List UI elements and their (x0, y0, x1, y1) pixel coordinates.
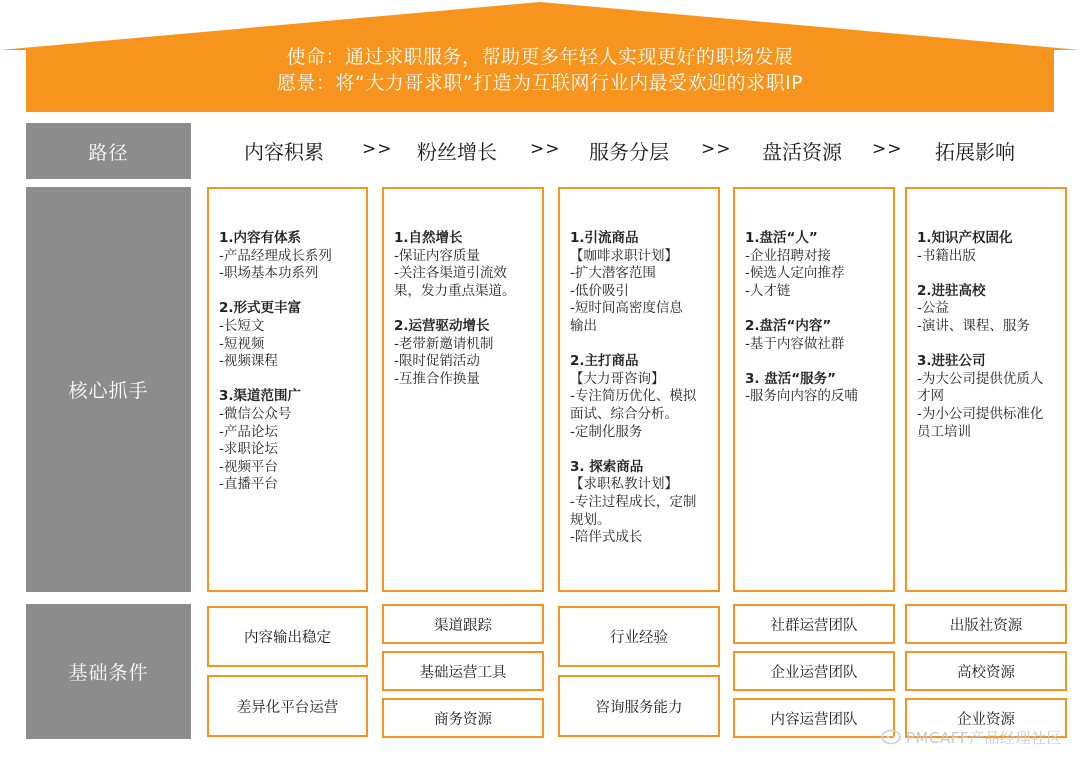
core-group-item: -演讲、课程、服务 (917, 317, 1030, 334)
core-column-content (745, 230, 887, 424)
core-group-title: 1.引流商品 (570, 230, 639, 246)
core-group-title: 2.主打商品 (570, 353, 639, 370)
core-group (917, 283, 1059, 336)
core-group-item: -基于内容做社群 (745, 335, 845, 352)
base-item: 基础运营工具 (382, 651, 544, 691)
base-item: 出版社资源 (905, 604, 1067, 644)
path-step-4: 盘活资源 (762, 140, 842, 164)
core-group-title: 2.形式更丰富 (219, 300, 302, 317)
core-group (570, 230, 712, 336)
core-group-item: -短时间高密度信息 (570, 300, 683, 317)
base-item: 咨询服务能力 (558, 675, 720, 737)
core-group-item: -保证内容质量 (394, 247, 480, 264)
path-arrow-2: >> (530, 139, 561, 159)
base-item: 内容输出稳定 (207, 606, 368, 667)
path-arrow-4: >> (872, 139, 903, 159)
core-group-item: -候选人定向推荐 (745, 265, 845, 282)
core-group-item: -关注各渠道引流效 (394, 265, 507, 282)
core-group (745, 371, 887, 406)
base-item: 高校资源 (905, 651, 1067, 691)
core-group-item: -服务向内容的反哺 (745, 388, 858, 405)
core-group-item: 【咖啡求职计划】 (570, 247, 678, 264)
core-group (745, 230, 887, 300)
core-group-item: -为大公司提供优质人 (917, 370, 1044, 387)
path-arrow-3: >> (701, 139, 732, 159)
core-group (917, 230, 1059, 265)
core-column-content (394, 230, 536, 406)
base-item: 渠道跟踪 (382, 604, 544, 644)
core-group-item: -直播平台 (219, 476, 278, 493)
base-item: 差异化平台运营 (207, 675, 368, 737)
core-group-title: 2.运营驱动增长 (394, 317, 490, 334)
core-group-item: -为小公司提供标准化 (917, 405, 1044, 422)
core-group-title: 3. 盘活“服务” (745, 370, 836, 387)
core-group (219, 300, 360, 370)
core-column-1 (207, 187, 368, 592)
core-group-item: -视频平台 (219, 458, 278, 475)
row-label-core: 核心抓手 (26, 187, 191, 592)
vision-text: 愿景：将“大力哥求职”打造为互联网行业内最受欢迎的求职IP (276, 72, 804, 94)
core-group (745, 318, 887, 353)
core-group (219, 388, 360, 494)
path-step-5: 拓展影响 (935, 140, 1015, 164)
core-group-title: 2.盘活“内容” (745, 317, 832, 334)
core-group (917, 353, 1059, 441)
core-group-item: 输出 (570, 317, 597, 334)
path-step-1: 内容积累 (244, 140, 324, 164)
core-column-5 (905, 187, 1067, 592)
core-group-item: -产品论坛 (219, 423, 278, 440)
core-group (394, 318, 536, 388)
core-group-title: 1.内容有体系 (219, 230, 302, 246)
core-group-item: -人才链 (745, 282, 791, 299)
path-arrow-1: >> (362, 139, 393, 159)
core-group-item: -低价吸引 (570, 282, 629, 299)
row-label-base: 基础条件 (26, 604, 191, 739)
mission-text: 使命：通过求职服务，帮助更多年轻人实现更好的职场发展 (286, 46, 794, 68)
core-group-item: -产品经理成长系列 (219, 247, 332, 264)
core-group-item: -企业招聘对接 (745, 247, 831, 264)
core-column-content (570, 230, 712, 564)
core-group-item: -职场基本功系列 (219, 265, 319, 282)
core-group-item: -长短文 (219, 317, 265, 334)
base-item: 商务资源 (382, 698, 544, 738)
core-group-title: 1.知识产权固化 (917, 230, 1013, 246)
core-group-item: 【求职私教计划】 (570, 476, 678, 493)
base-item: 社群运营团队 (733, 604, 895, 644)
core-group-title: 3.渠道范围广 (219, 388, 302, 405)
core-group-item: -专注过程成长，定制 (570, 493, 697, 510)
core-group-item: -求职论坛 (219, 441, 278, 458)
core-group-title: 2.进驻高校 (917, 282, 986, 299)
core-group-item: -定制化服务 (570, 423, 643, 440)
core-column-4 (733, 187, 895, 592)
core-group-item: -书籍出版 (917, 247, 976, 264)
core-group-item: -陪伴式成长 (570, 529, 643, 546)
core-group-item: -微信公众号 (219, 405, 292, 422)
core-group-item: -限时促销活动 (394, 353, 480, 370)
core-group-item: -短视频 (219, 335, 265, 352)
core-group (570, 353, 712, 441)
core-group-item: 果，发力重点渠道。 (394, 282, 516, 299)
core-group-item: -互推合作换量 (394, 370, 480, 387)
core-group-item: -视频课程 (219, 353, 278, 370)
watermark-text: PMCAFF产品经理社区 (906, 729, 1062, 747)
core-group-title: 3.进驻公司 (917, 353, 986, 370)
core-group (219, 230, 360, 283)
core-group-item: -专注简历优化、模拟 (570, 388, 697, 405)
core-column-2 (382, 187, 544, 592)
base-item: 企业资源 (905, 698, 1067, 738)
core-group (570, 459, 712, 547)
core-group-title: 1.自然增长 (394, 230, 463, 246)
row-label-path: 路径 (26, 123, 191, 179)
core-group-item: -老带新邀请机制 (394, 335, 494, 352)
core-group-title: 1.盘活“人” (745, 230, 818, 246)
path-step-2: 粉丝增长 (417, 140, 497, 164)
core-group-item: -扩大潜客范围 (570, 265, 656, 282)
core-group (394, 230, 536, 300)
base-item: 企业运营团队 (733, 651, 895, 691)
pmcaff-logo-icon (880, 728, 902, 746)
core-group-item: 才网 (917, 388, 944, 405)
core-group-item: 规划。 (570, 511, 611, 528)
core-column-content (917, 230, 1059, 459)
base-item: 内容运营团队 (733, 698, 895, 738)
core-column-3 (558, 187, 720, 592)
core-group-item: 面试、综合分析。 (570, 405, 678, 422)
core-group-item: 【大力哥咨询】 (570, 370, 665, 387)
base-item: 行业经验 (558, 606, 720, 667)
core-group-title: 3. 探索商品 (570, 458, 644, 475)
core-column-content (219, 230, 360, 512)
core-group-item: 员工培训 (917, 423, 971, 440)
path-step-3: 服务分层 (589, 140, 669, 164)
core-group-item: -公益 (917, 300, 949, 317)
